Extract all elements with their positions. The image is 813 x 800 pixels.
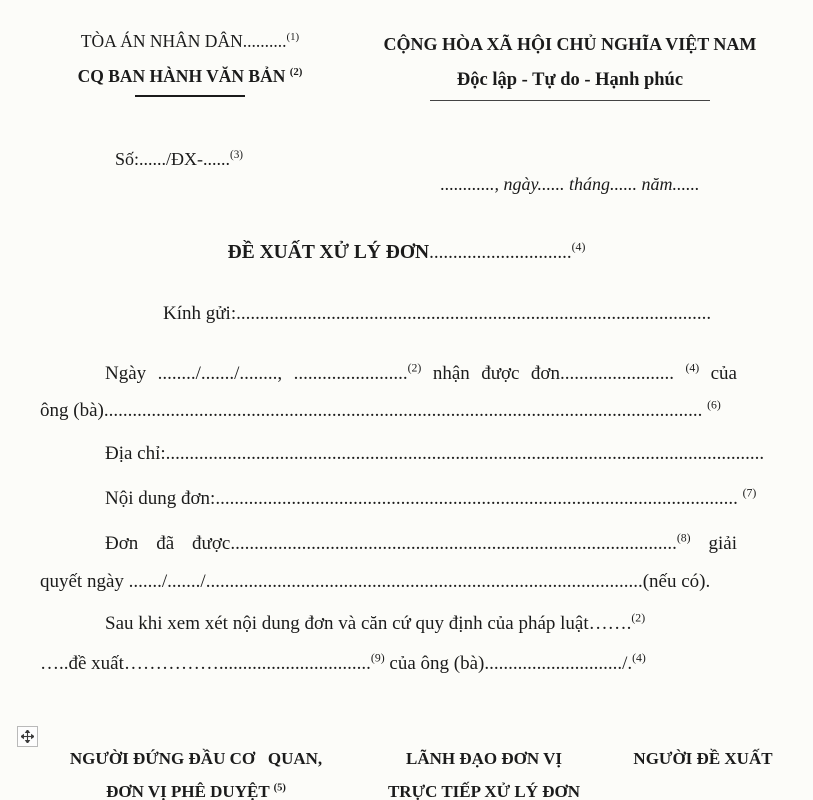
- issuing-authority-block: [40, 24, 340, 97]
- signature-approver-column: [40, 742, 352, 800]
- paragraph4-line1: Sau khi xem xét nội dung đơn và căn cứ quy định của pháp luật…….$^{(2)}$: [105, 611, 646, 634]
- signature-unit-leader-line1: LÃNH ĐẠO ĐƠN VỊ: [405, 749, 562, 768]
- petition-content-line: Nội dung đơn:.............................................................................................................. $^{(7)}$: [105, 486, 757, 509]
- document-title: [0, 242, 813, 264]
- right-header-underline: [430, 100, 710, 101]
- document-title-dots: ..............................$^{(4)}$: [429, 240, 586, 263]
- court-name-line: TÒA ÁN NHÂN DÂN..........$^{(1)}$: [80, 31, 300, 51]
- document-title-text: ĐỀ XUẤT XỬ LÝ ĐƠN: [227, 242, 430, 263]
- signature-proposer-line1: NGƯỜI ĐỀ XUẤT: [633, 749, 773, 768]
- paragraph3-line2: quyết ngày ......./......./............................................................................................(nếu có).: [40, 571, 711, 592]
- national-title-line: CỘNG HÒA XÃ HỘI CHỦ NGHĨA VIỆT NAM: [383, 34, 757, 54]
- signature-approver-line2: ĐƠN VỊ PHÊ DUYỆT $^{(5)}$: [106, 782, 286, 800]
- paragraph1-line2: ông (bà).............................................................................................................................. $^{(6)}$: [40, 398, 721, 421]
- signature-approver-line1: NGƯỜI ĐỨNG ĐẦU CƠ QUAN,: [69, 749, 323, 768]
- table-move-handle[interactable]: [17, 726, 38, 747]
- paragraph4-line2: …..đề xuất……………................................$^{(9)}$ của ông (bà)............................./.$^{(4)}$: [40, 651, 646, 674]
- issuing-agency-line: CQ BAN HÀNH VĂN BẢN $^{(2)}$: [77, 66, 303, 86]
- national-header-block: [355, 26, 785, 101]
- signature-proposer-column: [612, 742, 794, 775]
- national-motto-line: Độc lập - Tự do - Hạnh phúc: [456, 70, 684, 90]
- signature-unit-leader-line2: TRỰC TIẾP XỬ LÝ ĐƠN: [387, 782, 581, 800]
- address-line: Địa chỉ:..............................................................................................................................: [105, 443, 765, 464]
- signature-unit-leader-column: [358, 742, 610, 800]
- salutation-line: Kính gửi:....................................................................................................: [163, 303, 712, 324]
- paragraph3-line1: Đơn đã được..............................................................................................$^{(8)}$ giải: [105, 531, 737, 554]
- left-header-underline: [135, 95, 245, 97]
- move-cross-icon: [21, 730, 34, 743]
- document-number-line: Số:....../ĐX-......$^{(3)}$: [115, 149, 244, 169]
- paragraph1-line1: Ngày ......../......./........, ........................$^{(2)}$ nhận được đơn........................ $^{(4)}$ của: [105, 361, 737, 384]
- place-date-line: ............, ngày...... tháng...... năm......: [440, 174, 700, 194]
